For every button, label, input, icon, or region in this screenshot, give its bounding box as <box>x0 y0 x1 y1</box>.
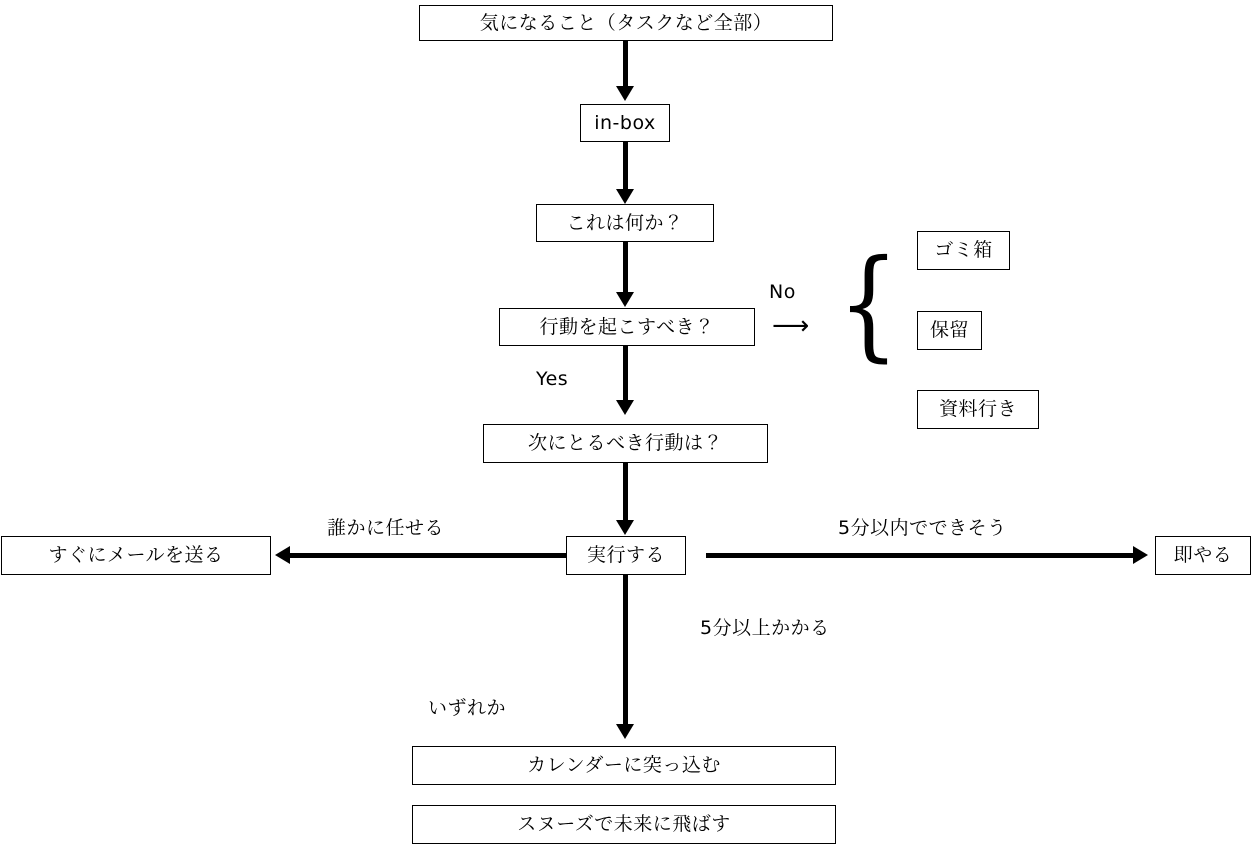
node-inbox-label: in-box <box>594 111 656 134</box>
edge-inbox-to-what <box>623 142 628 192</box>
edge-label-no: No <box>769 281 796 303</box>
edge-label-over-five: 5分以上かかる <box>700 617 830 639</box>
edge-actionable-to-branch-arrow: ⟶ <box>772 311 810 341</box>
edge-label-either: いずれか <box>428 697 507 719</box>
node-do-now-label: 即やる <box>1173 544 1233 567</box>
edge-inbox-to-what-arrowhead <box>616 189 634 204</box>
node-what-is-it <box>536 204 714 242</box>
edge-actionable-to-nextaction <box>623 346 628 403</box>
edge-execute-to-calendar <box>623 575 628 727</box>
node-next-action <box>483 424 768 463</box>
node-what-is-it-label: これは何か？ <box>566 211 684 234</box>
edge-execute-to-donow-arrowhead <box>1133 546 1148 564</box>
branch-brace: { <box>838 235 900 374</box>
edge-capture-to-inbox-arrowhead <box>616 86 634 101</box>
edge-what-to-actionable-arrowhead <box>616 292 634 307</box>
edge-nextaction-to-execute-arrowhead <box>616 520 634 535</box>
edge-actionable-to-nextaction-arrowhead <box>616 400 634 415</box>
node-snooze-label: スヌーズで未来に飛ばす <box>517 813 731 836</box>
edge-execute-to-mail <box>290 553 566 558</box>
node-hold-label: 保留 <box>929 319 969 342</box>
edge-nextaction-to-execute <box>623 463 628 520</box>
node-next-action-label: 次にとるべき行動は？ <box>527 432 723 455</box>
node-snooze <box>412 805 836 844</box>
node-capture-label: 気になること（タスクなど全部） <box>479 11 773 34</box>
edge-label-yes: Yes <box>536 368 569 390</box>
edge-capture-to-inbox <box>623 41 628 88</box>
node-actionable-label: 行動を起こすべき？ <box>539 315 715 338</box>
edge-execute-to-mail-arrowhead <box>275 546 290 564</box>
node-send-mail-label: すぐにメールを送る <box>48 544 224 567</box>
edge-label-delegate: 誰かに任せる <box>327 517 445 539</box>
edge-label-under-five: 5分以内でできそう <box>838 517 1007 539</box>
edge-execute-to-calendar-arrowhead <box>616 724 634 739</box>
node-capture <box>419 5 833 41</box>
node-hold <box>917 311 982 350</box>
node-send-mail <box>1 536 271 575</box>
node-actionable <box>499 308 755 346</box>
node-calendar <box>412 746 836 785</box>
node-execute-label: 実行する <box>586 544 665 567</box>
node-trash-label: ゴミ箱 <box>934 239 993 262</box>
node-trash <box>917 231 1010 270</box>
node-reference <box>917 390 1039 429</box>
edge-execute-to-donow <box>706 553 1135 558</box>
node-execute <box>566 536 686 575</box>
node-do-now <box>1155 536 1251 575</box>
node-inbox <box>580 104 670 142</box>
edge-what-to-actionable <box>623 242 628 295</box>
node-calendar-label: カレンダーに突っ込む <box>527 754 721 777</box>
node-reference-label: 資料行き <box>938 398 1017 421</box>
